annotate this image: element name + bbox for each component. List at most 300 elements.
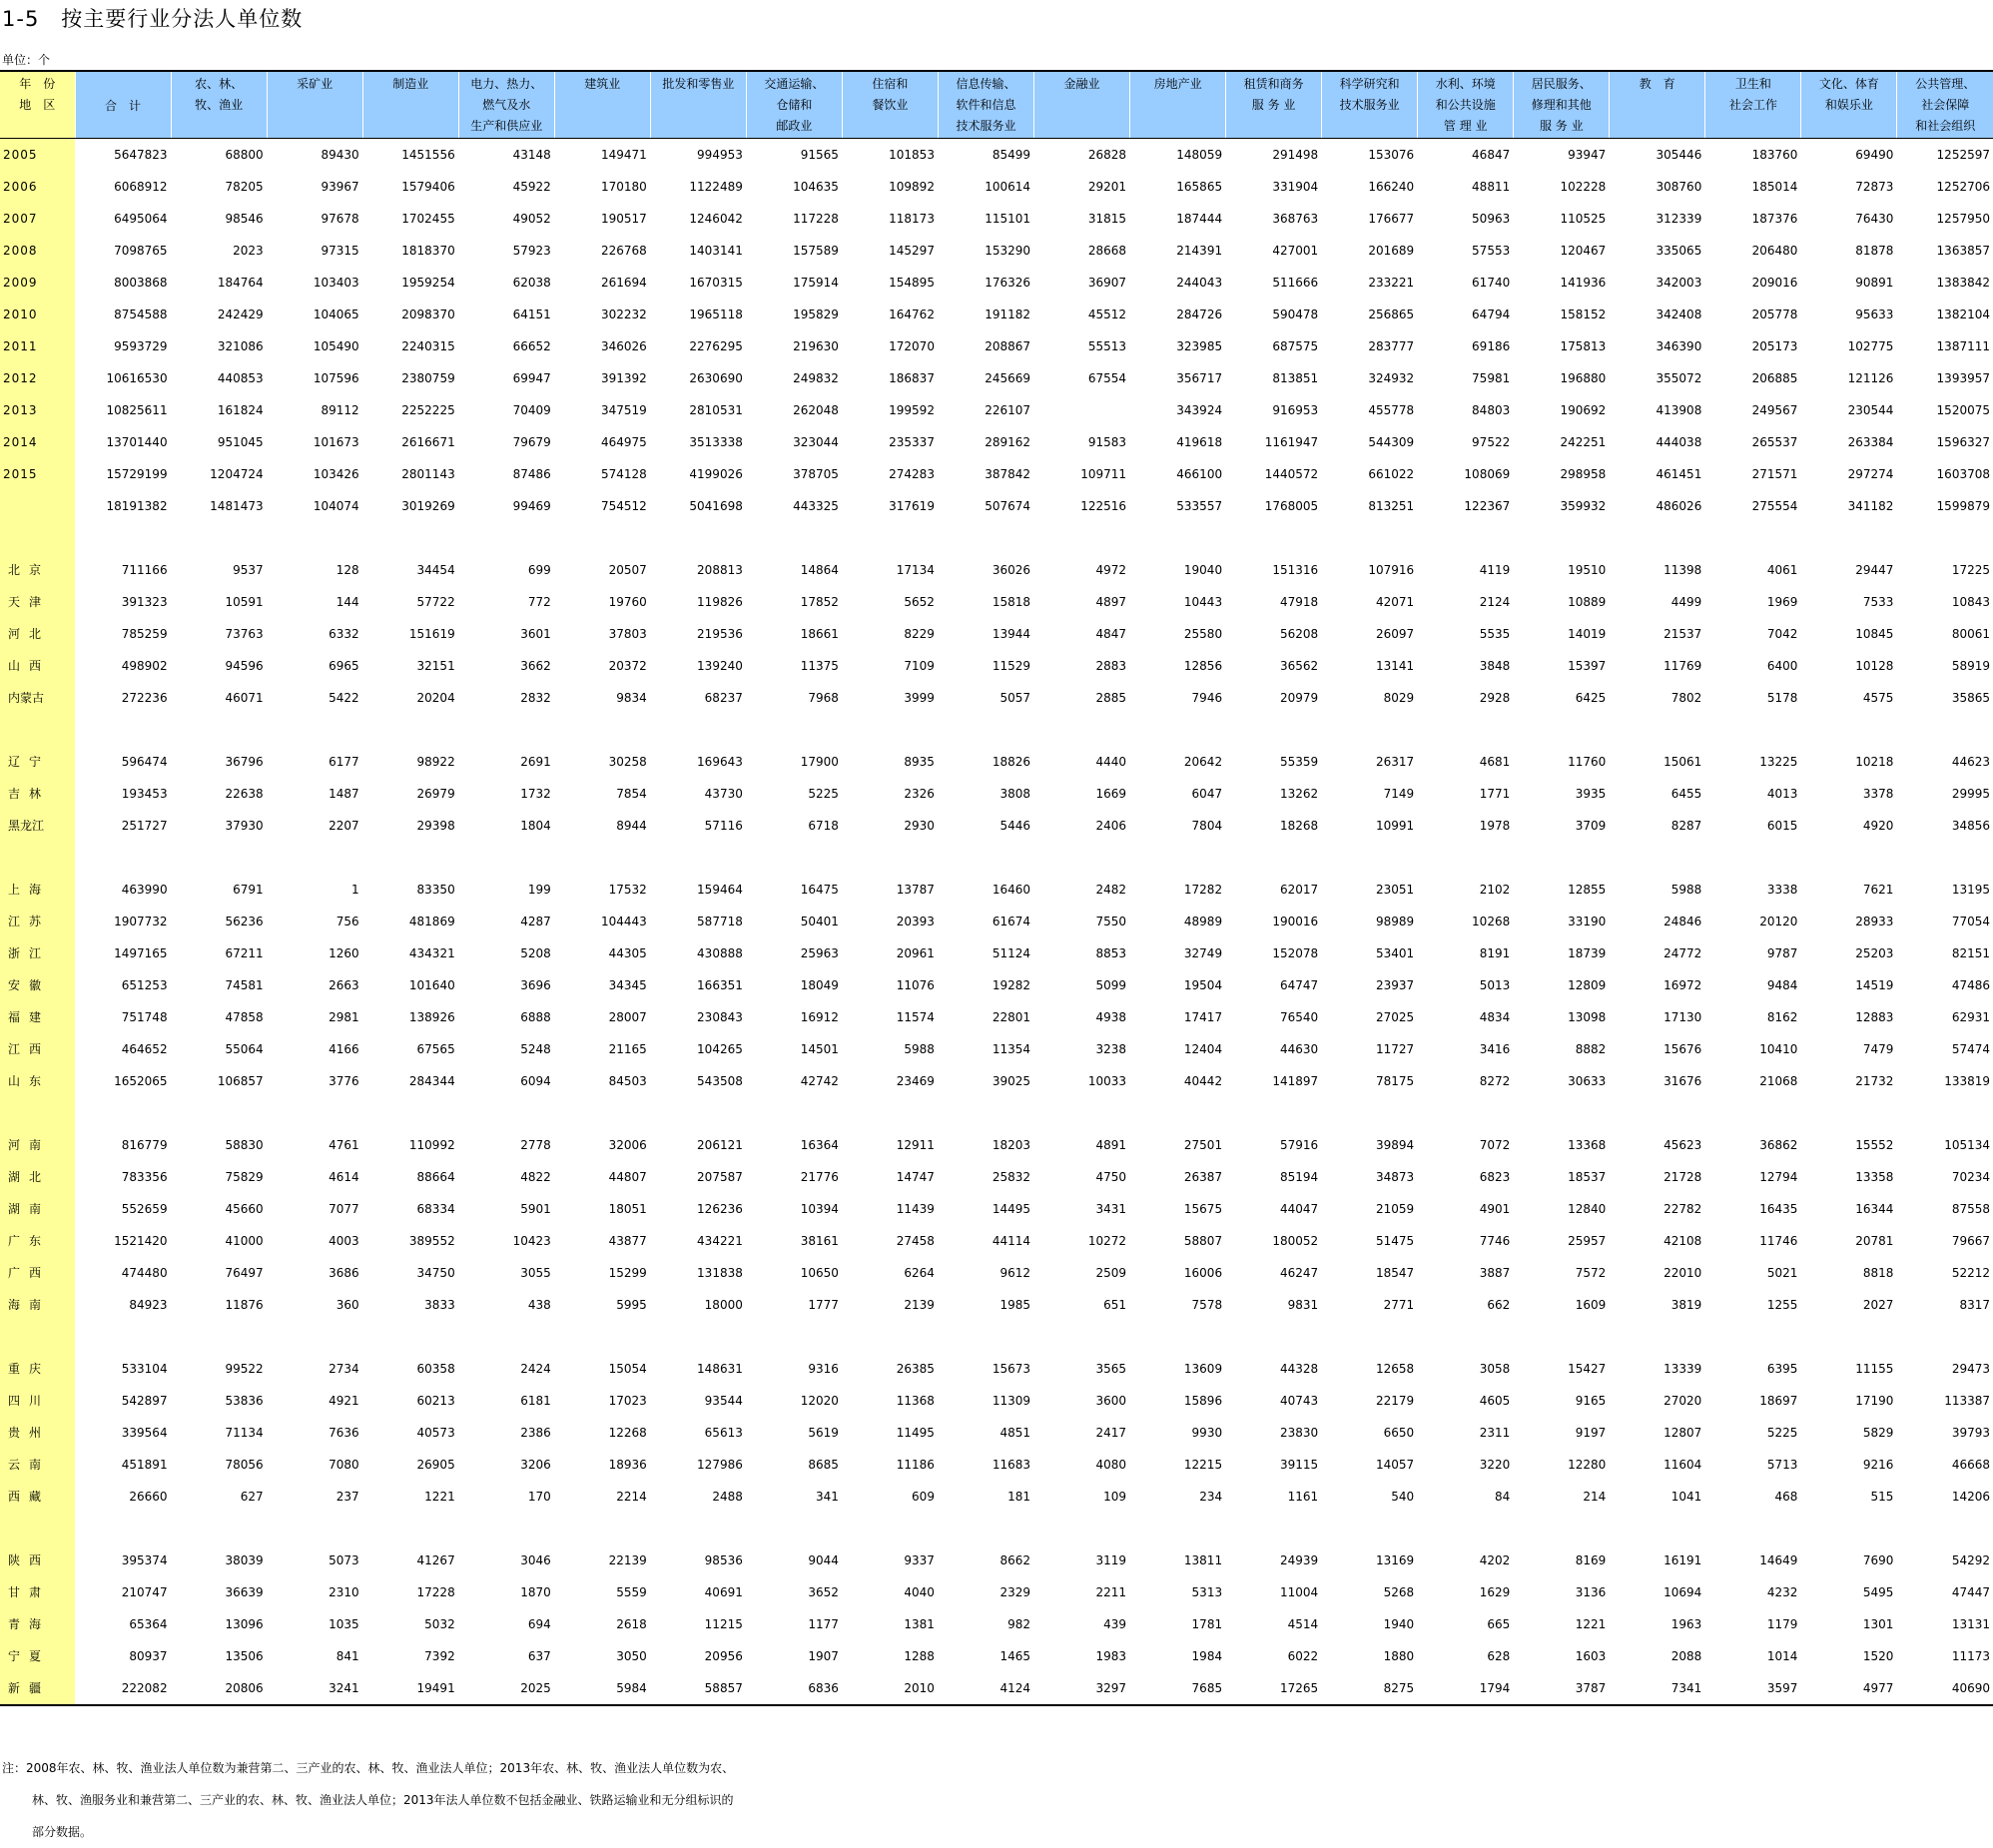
row-label: 辽宁: [0, 746, 75, 778]
table-cell: 48989: [1130, 906, 1226, 937]
table-cell: 40743: [1226, 1385, 1322, 1417]
table-cell: 35865: [1897, 682, 1993, 714]
table-cell: 60358: [362, 1353, 458, 1385]
table-cell: 93947: [1514, 139, 1610, 172]
table-row: [0, 746, 1993, 778]
table-cell: 1363857: [1897, 235, 1993, 267]
table-cell: 1969: [1705, 586, 1801, 618]
table-cell: 7109: [842, 650, 938, 682]
table-row: [0, 1001, 1993, 1033]
table-cell: 15729199: [75, 458, 171, 490]
table-cell: 39115: [1226, 1449, 1322, 1481]
table-cell: 186837: [842, 362, 938, 394]
table-cell: 14501: [746, 1033, 842, 1065]
column-header-line: 文化、体育: [1818, 77, 1879, 91]
table-cell: 25203: [1801, 937, 1897, 969]
table-cell: 10410: [1705, 1033, 1801, 1065]
table-cell: 14649: [1705, 1544, 1801, 1576]
table-cell: 22010: [1610, 1257, 1705, 1289]
spacer-label-cell: [0, 714, 75, 746]
table-cell: 11876: [171, 1289, 267, 1321]
table-cell: 12883: [1801, 1001, 1897, 1033]
table-cell: 47858: [171, 1001, 267, 1033]
table-cell: 15896: [1130, 1385, 1226, 1417]
table-cell: 11215: [650, 1608, 746, 1640]
table-cell: 1965118: [650, 299, 746, 330]
table-cell: 662: [1418, 1289, 1514, 1321]
table-cell: 131838: [650, 1257, 746, 1289]
table-cell: 1481473: [171, 490, 267, 522]
table-header-row: [0, 71, 1993, 139]
table-cell: 64151: [458, 299, 554, 330]
table-cell: 74581: [171, 969, 267, 1001]
table-row: [0, 299, 1993, 330]
row-label: 上海: [0, 874, 75, 906]
table-cell: 126236: [650, 1193, 746, 1225]
column-header-line: 科学研究和: [1339, 77, 1400, 91]
table-cell: 9044: [746, 1544, 842, 1576]
table-cell: 12020: [746, 1385, 842, 1417]
table-cell: 100614: [938, 171, 1033, 203]
table-cell: 4834: [1418, 1001, 1514, 1033]
table-cell: 104443: [554, 906, 650, 937]
table-cell: 249567: [1705, 394, 1801, 426]
column-header: [1610, 71, 1705, 139]
table-cell: 1702455: [362, 203, 458, 235]
table-cell: 951045: [171, 426, 267, 458]
row-label: 2011: [0, 330, 75, 362]
table-cell: 57553: [1418, 235, 1514, 267]
table-cell: 106857: [171, 1065, 267, 1097]
table-cell: 244043: [1130, 267, 1226, 299]
table-cell: 5248: [458, 1033, 554, 1065]
table-cell: 170: [458, 1481, 554, 1513]
table-cell: 97522: [1418, 426, 1514, 458]
table-cell: 61674: [938, 906, 1033, 937]
table-cell: 18191382: [75, 490, 171, 522]
table-cell: 2276295: [650, 330, 746, 362]
table-cell: 2488: [650, 1481, 746, 1513]
table-cell: 31815: [1034, 203, 1130, 235]
table-cell: 6650: [1322, 1417, 1418, 1449]
table-cell: 17228: [362, 1576, 458, 1608]
table-cell: 3513338: [650, 426, 746, 458]
table-cell: 11309: [938, 1385, 1033, 1417]
table-cell: 6718: [746, 810, 842, 842]
table-cell: 3019269: [362, 490, 458, 522]
table-cell: 53836: [171, 1385, 267, 1417]
table-cell: 2691: [458, 746, 554, 778]
table-cell: 5652: [842, 586, 938, 618]
table-cell: 181: [938, 1481, 1033, 1513]
spacer-cell: [75, 1513, 1993, 1544]
table-cell: 25580: [1130, 618, 1226, 650]
table-cell: 120467: [1514, 235, 1610, 267]
table-cell: 1288: [842, 1640, 938, 1672]
table-cell: 2885: [1034, 682, 1130, 714]
table-cell: 533557: [1130, 490, 1226, 522]
table-cell: 214: [1514, 1481, 1610, 1513]
table-cell: 427001: [1226, 235, 1322, 267]
table-cell: 13131: [1897, 1608, 1993, 1640]
table-cell: 11574: [842, 1001, 938, 1033]
table-cell: 1451556: [362, 139, 458, 172]
table-cell: 102775: [1801, 330, 1897, 362]
column-header-line: 技术服务业: [1339, 98, 1400, 112]
table-cell: 46071: [171, 682, 267, 714]
row-label: 2007: [0, 203, 75, 235]
table-cell: 17225: [1897, 554, 1993, 586]
table-cell: 157589: [746, 235, 842, 267]
table-cell: 346026: [554, 330, 650, 362]
table-cell: 28007: [554, 1001, 650, 1033]
table-cell: 13339: [1610, 1353, 1705, 1385]
row-label: 海南: [0, 1289, 75, 1321]
table-cell: 2240315: [362, 330, 458, 362]
table-cell: 1204724: [171, 458, 267, 490]
table-cell: 1596327: [1897, 426, 1993, 458]
table-cell: 498902: [75, 650, 171, 682]
table-cell: 694: [458, 1608, 554, 1640]
table-cell: 15054: [554, 1353, 650, 1385]
column-header-line: 电力、热力、: [470, 77, 543, 91]
table-cell: 1870: [458, 1576, 554, 1608]
table-cell: 25963: [746, 937, 842, 969]
table-cell: 11439: [842, 1193, 938, 1225]
table-cell: 64747: [1226, 969, 1322, 1001]
table-cell: 30633: [1514, 1065, 1610, 1097]
table-row: [0, 1385, 1993, 1417]
table-cell: 47918: [1226, 586, 1322, 618]
spacer-row: [0, 842, 1993, 874]
table-cell: 5829: [1801, 1417, 1897, 1449]
table-cell: 36562: [1226, 650, 1322, 682]
table-cell: 8229: [842, 618, 938, 650]
column-header: [75, 71, 171, 139]
column-header: [458, 71, 554, 139]
table-cell: 1959254: [362, 267, 458, 299]
table-cell: 9593729: [75, 330, 171, 362]
table-cell: 466100: [1130, 458, 1226, 490]
table-cell: 201689: [1322, 235, 1418, 267]
table-cell: 4938: [1034, 1001, 1130, 1033]
table-cell: 463990: [75, 874, 171, 906]
table-cell: 10128: [1801, 650, 1897, 682]
table-cell: 17900: [746, 746, 842, 778]
column-header-line: 制造业: [392, 77, 429, 91]
table-cell: 12807: [1610, 1417, 1705, 1449]
table-cell: 37930: [171, 810, 267, 842]
table-cell: 24772: [1610, 937, 1705, 969]
table-cell: 7968: [746, 682, 842, 714]
table-cell: 21068: [1705, 1065, 1801, 1097]
row-label: 安徽: [0, 969, 75, 1001]
table-cell: 1487: [267, 778, 362, 810]
table-cell: 32006: [554, 1129, 650, 1161]
table-cell: 1771: [1418, 778, 1514, 810]
row-label: 青海: [0, 1608, 75, 1640]
table-cell: 15676: [1610, 1033, 1705, 1065]
table-cell: 152078: [1226, 937, 1322, 969]
table-cell: 5313: [1130, 1576, 1226, 1608]
table-cell: 1177: [746, 1608, 842, 1640]
table-cell: 2211: [1034, 1576, 1130, 1608]
row-label: 甘肃: [0, 1576, 75, 1608]
table-cell: 1387111: [1897, 330, 1993, 362]
table-cell: 438: [458, 1289, 554, 1321]
table-cell: 6888: [458, 1001, 554, 1033]
table-cell: 1440572: [1226, 458, 1322, 490]
column-header-line: 和公共设施: [1435, 98, 1496, 112]
table-cell: 6332: [267, 618, 362, 650]
table-cell: 515: [1801, 1481, 1897, 1513]
table-cell: 3046: [458, 1544, 554, 1576]
table-cell: 18826: [938, 746, 1033, 778]
table-cell: 20393: [842, 906, 938, 937]
table-cell: 44630: [1226, 1033, 1322, 1065]
table-cell: 1035: [267, 1608, 362, 1640]
table-cell: 8191: [1418, 937, 1514, 969]
table-cell: 18936: [554, 1449, 650, 1481]
table-cell: 42742: [746, 1065, 842, 1097]
table-cell: 226768: [554, 235, 650, 267]
table-cell: 9831: [1226, 1289, 1322, 1321]
table-cell: 12268: [554, 1417, 650, 1449]
table-cell: 26097: [1322, 618, 1418, 650]
table-cell: 474480: [75, 1257, 171, 1289]
table-cell: 11529: [938, 650, 1033, 682]
table-cell: 43730: [650, 778, 746, 810]
table-cell: 3601: [458, 618, 554, 650]
table-cell: 3431: [1034, 1193, 1130, 1225]
row-header-region: 地 区: [19, 98, 56, 112]
table-cell: 1781: [1130, 1608, 1226, 1640]
table-cell: 1603708: [1897, 458, 1993, 490]
column-header-line: 住宿和: [872, 77, 909, 91]
table-cell: 19491: [362, 1672, 458, 1705]
table-cell: 67211: [171, 937, 267, 969]
table-cell: 219536: [650, 618, 746, 650]
table-cell: 540: [1322, 1481, 1418, 1513]
table-cell: 84: [1418, 1481, 1514, 1513]
table-row: [0, 1193, 1993, 1225]
table-cell: 4614: [267, 1161, 362, 1193]
table-cell: 56236: [171, 906, 267, 937]
table-cell: 85499: [938, 139, 1033, 172]
table-cell: 23830: [1226, 1417, 1322, 1449]
spacer-row: [0, 1097, 1993, 1129]
table-cell: 205173: [1705, 330, 1801, 362]
table-cell: 127986: [650, 1449, 746, 1481]
table-cell: 89112: [267, 394, 362, 426]
table-cell: 1221: [1514, 1608, 1610, 1640]
table-cell: 2326: [842, 778, 938, 810]
table-cell: 8662: [938, 1544, 1033, 1576]
table-cell: 87558: [1897, 1193, 1993, 1225]
table-cell: 15061: [1610, 746, 1705, 778]
table-row: [0, 1033, 1993, 1065]
table-row: [0, 362, 1993, 394]
table-cell: 153076: [1322, 139, 1418, 172]
column-header: [1226, 71, 1322, 139]
table-cell: 2252225: [362, 394, 458, 426]
column-header: [938, 71, 1033, 139]
table-cell: 2616671: [362, 426, 458, 458]
table-cell: 5535: [1418, 618, 1514, 650]
table-cell: 5713: [1705, 1449, 1801, 1481]
table-cell: 430888: [650, 937, 746, 969]
table-cell: 17190: [1801, 1385, 1897, 1417]
table-cell: 36862: [1705, 1129, 1801, 1161]
table-cell: [1034, 394, 1130, 426]
table-cell: 89430: [267, 139, 362, 172]
column-header: [267, 71, 362, 139]
table-cell: 11495: [842, 1417, 938, 1449]
table-cell: 1252706: [1897, 171, 1993, 203]
column-header-line: 软件和信息: [956, 98, 1016, 112]
table-cell: 164762: [842, 299, 938, 330]
spacer-label-cell: [0, 1321, 75, 1353]
table-cell: 18739: [1514, 937, 1610, 969]
table-cell: 12794: [1705, 1161, 1801, 1193]
table-cell: 4003: [267, 1225, 362, 1257]
table-cell: 1221: [362, 1481, 458, 1513]
table-cell: 7392: [362, 1640, 458, 1672]
table-cell: 175813: [1514, 330, 1610, 362]
table-cell: 2663: [267, 969, 362, 1001]
table-cell: 64794: [1418, 299, 1514, 330]
row-header-cell: [0, 71, 75, 139]
row-label: 陕西: [0, 1544, 75, 1576]
table-cell: 78056: [171, 1449, 267, 1481]
table-cell: 207587: [650, 1161, 746, 1193]
table-cell: 233221: [1322, 267, 1418, 299]
row-label: 2009: [0, 267, 75, 299]
row-label: 2010: [0, 299, 75, 330]
table-cell: 4605: [1418, 1385, 1514, 1417]
table-row: [0, 1129, 1993, 1161]
table-cell: 18051: [554, 1193, 650, 1225]
table-cell: 1497165: [75, 937, 171, 969]
table-cell: 25957: [1514, 1225, 1610, 1257]
spacer-cell: [75, 842, 1993, 874]
table-cell: 21776: [746, 1161, 842, 1193]
table-cell: 77054: [1897, 906, 1993, 937]
table-cell: 205778: [1705, 299, 1801, 330]
table-cell: 13944: [938, 618, 1033, 650]
table-cell: 43877: [554, 1225, 650, 1257]
table-row: [0, 1449, 1993, 1481]
table-cell: 1804: [458, 810, 554, 842]
footnotes: [2, 1752, 734, 1848]
table-cell: 8275: [1322, 1672, 1418, 1705]
table-cell: 1963: [1610, 1608, 1705, 1640]
table-cell: 4202: [1418, 1544, 1514, 1576]
table-cell: 511666: [1226, 267, 1322, 299]
table-cell: 65364: [75, 1608, 171, 1640]
table-cell: 17134: [842, 554, 938, 586]
table-cell: 2832: [458, 682, 554, 714]
table-cell: 542897: [75, 1385, 171, 1417]
table-cell: 2883: [1034, 650, 1130, 682]
table-cell: 5208: [458, 937, 554, 969]
table-cell: 297274: [1801, 458, 1897, 490]
column-header-line: 房地产业: [1153, 77, 1202, 91]
table-row: [0, 139, 1993, 172]
column-header-line: 教 育: [1639, 77, 1675, 91]
table-cell: 148631: [650, 1353, 746, 1385]
table-cell: 355072: [1610, 362, 1705, 394]
spacer-cell: [75, 714, 1993, 746]
table-cell: 93967: [267, 171, 362, 203]
table-cell: 3833: [362, 1289, 458, 1321]
table-cell: 19504: [1130, 969, 1226, 1001]
table-cell: 79667: [1897, 1225, 1993, 1257]
table-cell: 2102: [1418, 874, 1514, 906]
table-cell: 206121: [650, 1129, 746, 1161]
table-cell: 2023: [171, 235, 267, 267]
table-cell: 18268: [1226, 810, 1322, 842]
column-header-line: 农、林、: [195, 77, 244, 91]
table-cell: 391392: [554, 362, 650, 394]
table-cell: 4822: [458, 1161, 554, 1193]
table-cell: 149471: [554, 139, 650, 172]
table-cell: 14057: [1322, 1449, 1418, 1481]
table-cell: 4166: [267, 1033, 362, 1065]
table-cell: 11760: [1514, 746, 1610, 778]
table-cell: 6823: [1418, 1161, 1514, 1193]
table-cell: 4061: [1705, 554, 1801, 586]
table-cell: 10843: [1897, 586, 1993, 618]
row-label: 重庆: [0, 1353, 75, 1385]
row-label: 江苏: [0, 906, 75, 937]
table-cell: 208867: [938, 330, 1033, 362]
table-cell: 42071: [1322, 586, 1418, 618]
table-cell: 84803: [1418, 394, 1514, 426]
spacer-row: [0, 1513, 1993, 1544]
table-cell: 13141: [1322, 650, 1418, 682]
table-cell: 184764: [171, 267, 267, 299]
table-cell: 1: [267, 874, 362, 906]
table-cell: 37803: [554, 618, 650, 650]
table-cell: 29473: [1897, 1353, 1993, 1385]
table-cell: 26828: [1034, 139, 1130, 172]
table-cell: 22179: [1322, 1385, 1418, 1417]
table-row: [0, 394, 1993, 426]
table-cell: 154895: [842, 267, 938, 299]
column-header: [1897, 71, 1993, 139]
table-cell: 335065: [1610, 235, 1705, 267]
table-cell: 283777: [1322, 330, 1418, 362]
table-cell: 2010: [842, 1672, 938, 1705]
table-cell: 31676: [1610, 1065, 1705, 1097]
table-cell: 107916: [1322, 554, 1418, 586]
table-cell: 20120: [1705, 906, 1801, 937]
row-label: 湖北: [0, 1161, 75, 1193]
table-cell: 245669: [938, 362, 1033, 394]
table-cell: 9316: [746, 1353, 842, 1385]
table-cell: 26317: [1322, 746, 1418, 778]
table-cell: 6181: [458, 1385, 554, 1417]
table-cell: 40573: [362, 1417, 458, 1449]
table-cell: 66652: [458, 330, 554, 362]
table-cell: 5988: [842, 1033, 938, 1065]
table-cell: 5178: [1705, 682, 1801, 714]
table-cell: 41000: [171, 1225, 267, 1257]
table-cell: 15673: [938, 1353, 1033, 1385]
table-cell: 533104: [75, 1353, 171, 1385]
table-cell: 187376: [1705, 203, 1801, 235]
